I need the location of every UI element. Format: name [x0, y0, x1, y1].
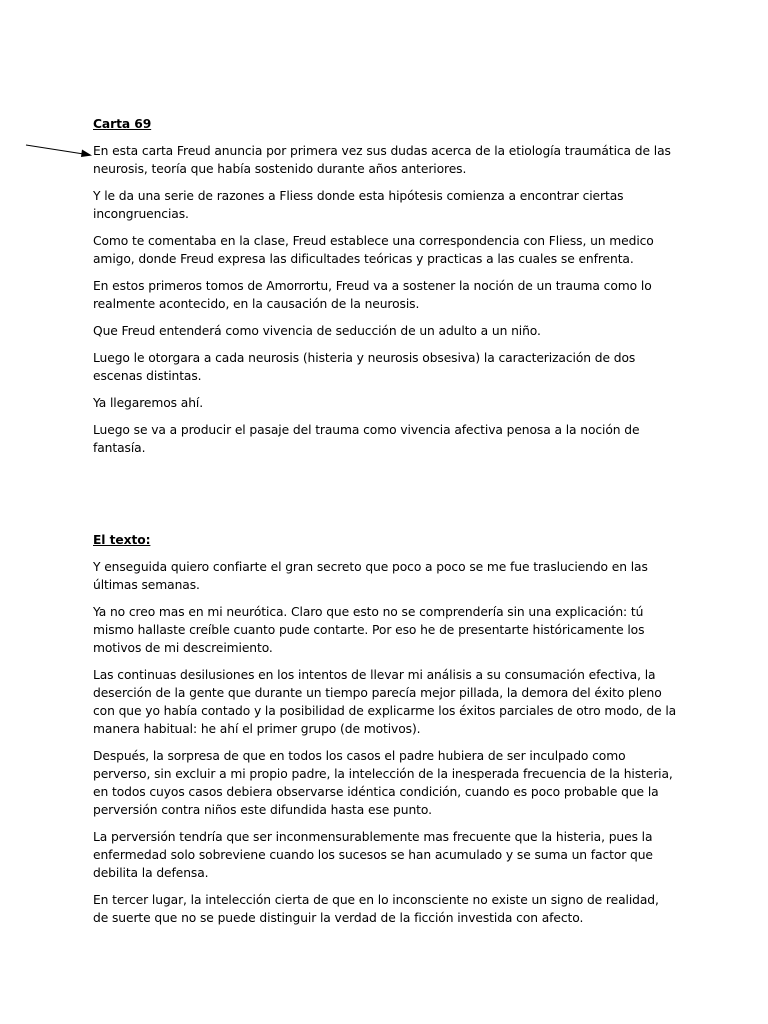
paragraph: Luego se va a producir el pasaje del trauma como vivencia afectiva penosa a la noción de fantasía.	[93, 423, 640, 455]
paragraph: Y le da una serie de razones a Fliess donde esta hipótesis comienza a encontrar ciertas incongruencias.	[93, 189, 624, 221]
paragraph: En estos primeros tomos de Amorrortu, Freud va a sostener la noción de un trauma como lo realmente acontecido, en la causación de la neurosis.	[93, 279, 652, 311]
paragraph: Ya no creo mas en mi neurótica. Claro que esto no se comprendería sin una explicación: tú mismo hallaste creíble cuanto pude contarte. Por eso he de presentarte históricamente los motivos de mi descreimiento.	[93, 605, 645, 655]
paragraph: Como te comentaba en la clase, Freud establece una correspondencia con Fliess, un medico amigo, donde Freud expresa las dificultades teóricas y practicas a las cuales se enfrenta.	[93, 234, 654, 266]
section-carta-69	[93, 115, 677, 466]
paragraph: Luego le otorgara a cada neurosis (histeria y neurosis obsesiva) la caracterización de dos escenas distintas.	[93, 351, 636, 383]
paragraph: En tercer lugar, la intelección cierta de que en lo inconsciente no existe un signo de realidad, de suerte que no se puede distinguir la verdad de la ficción investida con afecto.	[93, 893, 659, 925]
section-el-texto	[93, 531, 677, 936]
paragraph: Ya llegaremos ahí.	[93, 396, 204, 410]
paragraph: Y enseguida quiero confiarte el gran secreto que poco a poco se me fue trasluciendo en las últimas semanas.	[93, 560, 648, 592]
paragraph: En esta carta Freud anuncia por primera vez sus dudas acerca de la etiología traumática de las neurosis, teoría que había sostenido durante años anteriores.	[93, 144, 671, 176]
pointer-arrow-icon	[24, 140, 96, 162]
paragraph: Que Freud entenderá como vivencia de seducción de un adulto a un niño.	[93, 324, 541, 338]
section-heading: El texto:	[93, 533, 151, 547]
paragraph: La perversión tendría que ser inconmensurablemente mas frecuente que la histeria, pues la enfermedad solo sobreviene cuando los sucesos se han acumulado y se suma un factor que debilita la defensa.	[93, 830, 653, 880]
section-heading: Carta 69	[93, 117, 152, 131]
paragraph: Las continuas desilusiones en los intentos de llevar mi análisis a su consumación efectiva, la deserción de la gente que durante un tiempo parecía mejor pillada, la demora del éxito pleno con que yo había contado y la posibilidad de explicarme los éxitos parciales de otro modo, de la manera habitual: he ahí el primer grupo (de motivos).	[93, 668, 677, 736]
paragraph: Después, la sorpresa de que en todos los casos el padre hubiera de ser inculpado como perverso, sin excluir a mi propio padre, la intelección de la inesperada frecuencia de la histeria, en todos cuyos casos debiera observarse idéntica condición, cuando es poco probable que la perversión contra niños este difundida hasta ese punto.	[93, 749, 673, 817]
